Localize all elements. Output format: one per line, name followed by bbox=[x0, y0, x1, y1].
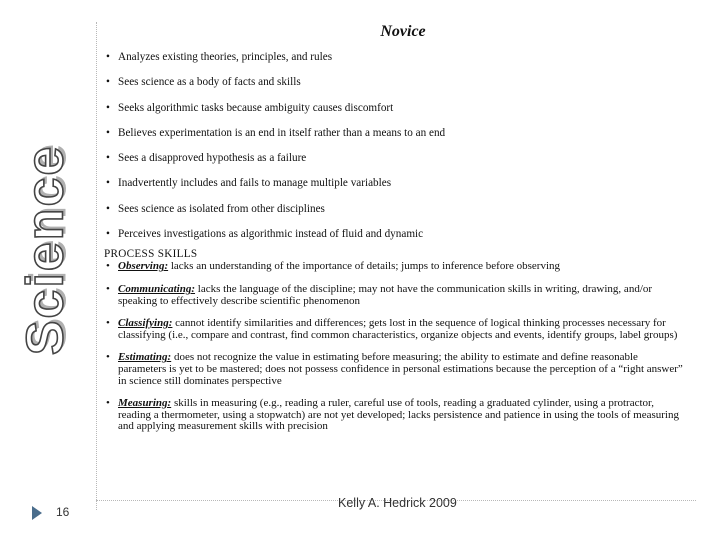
page-heading: Novice bbox=[380, 23, 426, 40]
skill-term: Classifying: bbox=[118, 317, 173, 330]
list-item: • Sees a disapproved hypothesis as a failure bbox=[104, 147, 684, 172]
skill-term: Communicating: bbox=[118, 282, 196, 295]
novice-traits-list bbox=[104, 46, 684, 248]
skill-item-measuring bbox=[104, 398, 684, 433]
list-item: • Seeks algorithmic tasks because ambiguity causes discomfort bbox=[104, 97, 684, 122]
process-skills-heading: PROCESS SKILLS bbox=[104, 248, 198, 261]
list-item: • Analyzes existing theories, principles, and rules bbox=[104, 46, 684, 71]
skill-term: Estimating: bbox=[118, 351, 172, 364]
side-title-text: Science bbox=[16, 144, 75, 356]
skill-item-estimating bbox=[104, 352, 684, 387]
document-content bbox=[104, 22, 684, 500]
footer-author: Kelly A. Hedrick 2009 bbox=[338, 496, 457, 510]
skill-description: cannot identify similarities and differences; gets lost in the sequence of logical thinking processes necessary for classifying (i.e., compare and contrast, find common characteristics, organize objects and events, identify groups, label groups) bbox=[118, 317, 678, 341]
frame-divider-vertical bbox=[96, 22, 97, 510]
skill-term: Measuring: bbox=[118, 397, 172, 410]
skill-description: does not recognize the value in estimating before measuring; the ability to estimate and define reasonable parameters is yet to be mastered; does not possess confidence in personal estimations because the perception of a “right answer” in science still dominates perspective bbox=[118, 351, 683, 387]
skill-item-communicating bbox=[104, 284, 684, 307]
skill-item-classifying bbox=[104, 318, 684, 341]
skill-description: lacks an understanding of the importance of details; jumps to inference before observing bbox=[168, 260, 561, 273]
side-title bbox=[2, 144, 88, 356]
slide-marker-icon bbox=[32, 506, 42, 520]
skill-term: Observing: bbox=[118, 260, 169, 273]
list-item: • Inadvertently includes and fails to manage multiple variables bbox=[104, 172, 684, 197]
skill-description: lacks the language of the discipline; may not have the communication skills in writing, drawing, and/or speaking to effectively describe scientific phenomenon bbox=[118, 282, 653, 307]
process-skills-list bbox=[104, 261, 684, 433]
list-item: • Sees science as a body of facts and skills bbox=[104, 71, 684, 96]
list-item: • Believes experimentation is an end in itself rather than a means to an end bbox=[104, 122, 684, 147]
list-item: • Perceives investigations as algorithmic instead of fluid and dynamic bbox=[104, 223, 684, 248]
skill-item-observing bbox=[104, 261, 684, 273]
list-item: • Sees science as isolated from other disciplines bbox=[104, 198, 684, 223]
slide-number: 16 bbox=[56, 505, 70, 519]
skill-description: skills in measuring (e.g., reading a ruler, careful use of tools, reading a graduated cylinder, using a protractor, reading a thermometer, using a stopwatch) are not yet developed; lacks persistence and patience in using the tools of measuring and applying measurement skills with precision bbox=[118, 397, 679, 433]
